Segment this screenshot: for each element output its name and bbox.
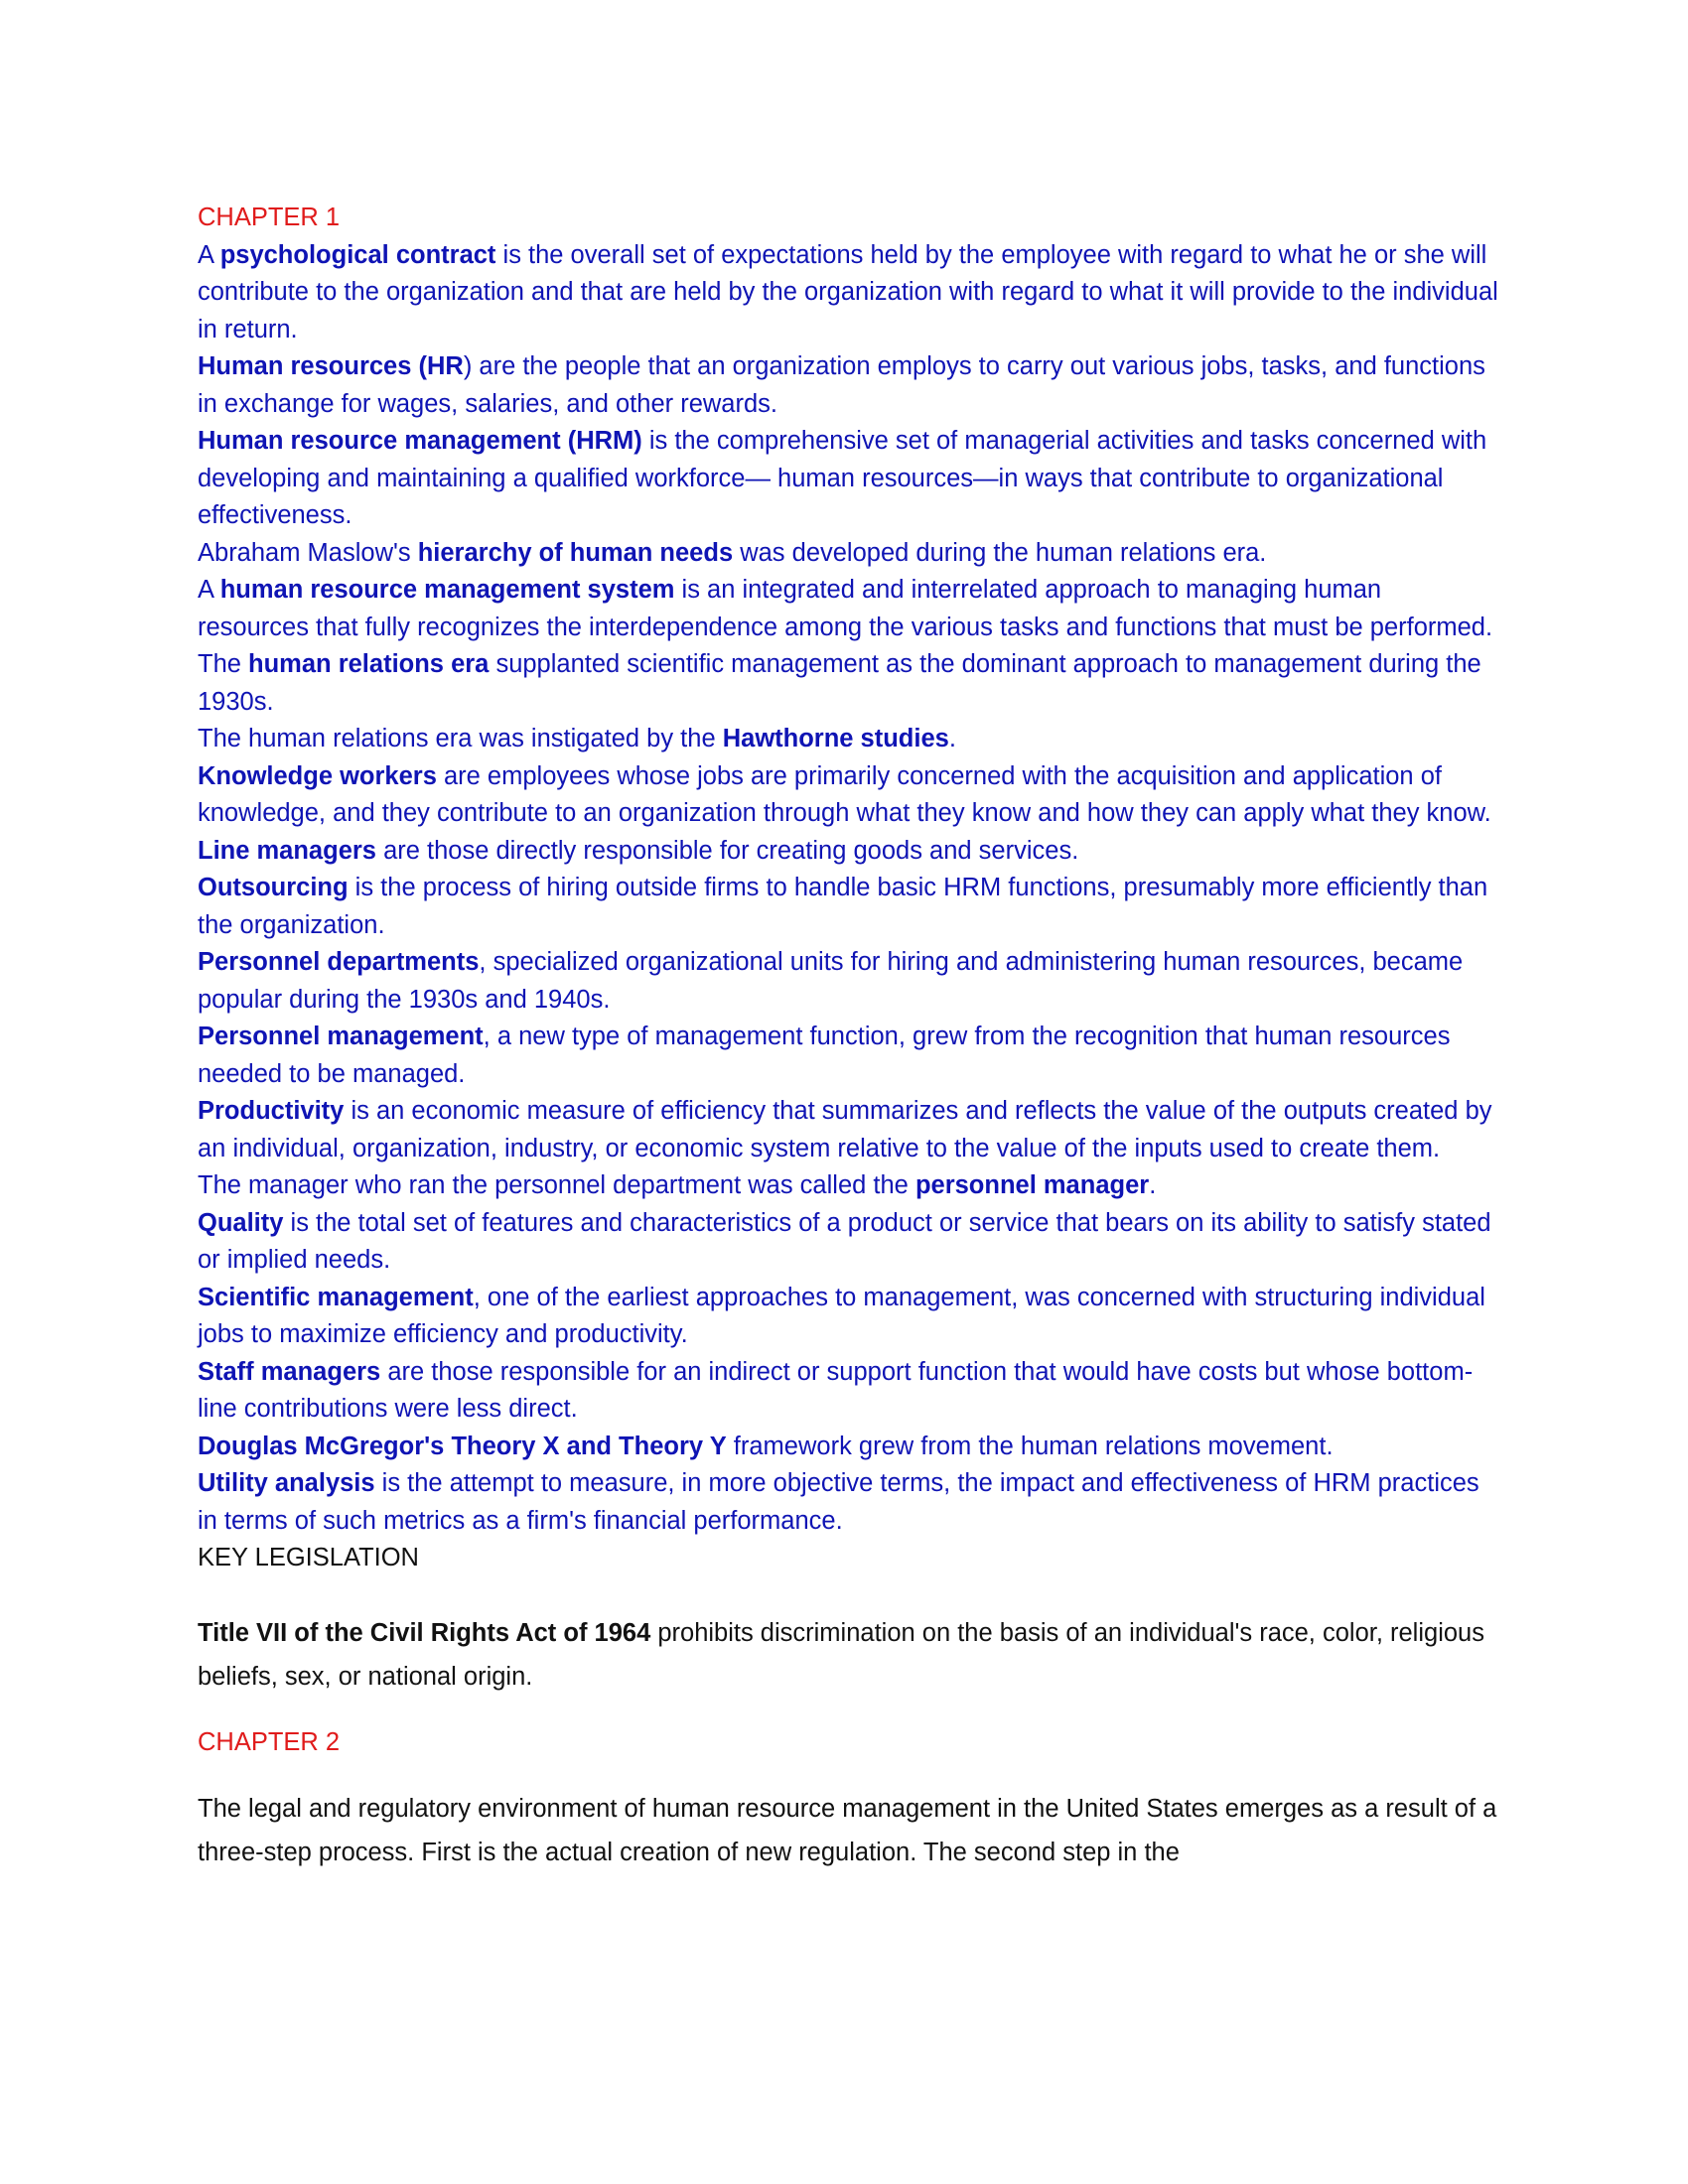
definition-entry: Productivity is an economic measure of efficiency that summarizes and reflects the value of the outputs created by an individual, organization, industry, or economic system relative to the value of the inputs used to create them. — [198, 1097, 1492, 1162]
definition-term: Productivity — [198, 1097, 345, 1125]
definition-entry: Knowledge workers are employees whose jobs are primarily concerned with the acquisition and application of knowledge, and they contribute to an organization through what they know and how they can apply what they know. — [198, 761, 1491, 827]
definition-entry: A psychological contract is the overall set of expectations held by the employee with regard to what he or she will contribute to the organization and that are held by the organization with regard to what it will provide to the individual in return. — [198, 240, 1498, 343]
definition-term: Personnel departments — [198, 948, 480, 976]
definition-term: psychological contract — [219, 240, 496, 269]
definition-term: human resource management system — [219, 576, 675, 604]
definition-entry: Personnel departments, specialized organizational units for hiring and administering human resources, became popular during the 1930s and 1940s. — [198, 948, 1464, 1014]
definition-entry: Staff managers are those responsible for an indirect or support function that would have costs but whose bottom-line contributions were less direct. — [198, 1357, 1474, 1423]
definition-entry: Personnel management, a new type of management function, grew from the recognition that human resources needed to be managed. — [198, 1023, 1451, 1088]
definition-entry: Quality is the total set of features and characteristics of a product or service that bears on its ability to satisfy stated or implied needs. — [198, 1208, 1491, 1274]
definition-entry: Human resources (HR) are the people that an organization employs to carry out various jobs, tasks, and functions in exchange for wages, salaries, and other rewards. — [198, 352, 1485, 418]
definition-term: Hawthorne studies — [722, 725, 949, 752]
definition-term: Knowledge workers — [198, 761, 437, 790]
definition-entry: Human resource management (HRM) is the comprehensive set of managerial activities and tasks concerned with developing and maintaining a qualified workforce— human resources—in ways that contribute to organizational effectiveness. — [198, 427, 1487, 529]
legislation-term: Title VII of the Civil Rights Act of 1964 — [198, 1618, 651, 1647]
definition-term: Line managers — [198, 836, 376, 865]
definition-entry: Utility analysis is the attempt to measure, in more objective terms, the impact and effectiveness of HRM practices in terms of such metrics as a firm's financial performance. — [198, 1469, 1479, 1535]
definition-term: Staff managers — [198, 1357, 381, 1386]
definition-term: Douglas McGregor's Theory X and Theory Y — [198, 1432, 727, 1460]
definition-term: Scientific management — [198, 1283, 474, 1311]
definition-term: hierarchy of human needs — [417, 538, 734, 567]
definition-term: Quality — [198, 1208, 284, 1237]
definition-term: human relations era — [248, 650, 490, 678]
chapter-2-heading: CHAPTER 2 — [198, 1727, 341, 1756]
chapter-1-definitions — [198, 237, 1498, 1541]
definition-entry: The human relations era supplanted scientific management as the dominant approach to management during the 1930s. — [198, 650, 1481, 716]
definition-term: Human resources (HR — [198, 352, 464, 380]
definition-entry: Douglas McGregor's Theory X and Theory Y framework grew from the human relations movement. — [198, 1432, 1334, 1460]
definition-term: Outsourcing — [198, 874, 349, 901]
chapter-1-heading: CHAPTER 1 — [198, 204, 341, 231]
definition-term: personnel manager — [914, 1171, 1150, 1199]
definition-entry: Outsourcing is the process of hiring outside firms to handle basic HRM functions, presumably more efficiently than the organization. — [198, 874, 1488, 939]
document-page — [198, 200, 1498, 1874]
definition-entry: Abraham Maslow's hierarchy of human needs was developed during the human relations era. — [198, 538, 1267, 567]
definition-entry: The human relations era was instigated by the Hawthorne studies. — [198, 725, 956, 752]
definition-entry: Line managers are those directly responsible for creating goods and services. — [198, 836, 1079, 865]
legislation-entry: Title VII of the Civil Rights Act of 1964 prohibits discrimination on the basis of an individual's race, color, religious beliefs, sex, or national origin. — [198, 1618, 1484, 1691]
chapter-2-intro-paragraph: The legal and regulatory environment of human resource management in the United States emerges as a result of a three-step process. First is the actual creation of new regulation. The second step in the — [198, 1795, 1497, 1866]
definition-entry: A human resource management system is an integrated and interrelated approach to managing human resources that fully recognizes the interdependence among the various tasks and functions that must be performed. — [198, 576, 1493, 641]
definition-entry: The manager who ran the personnel department was called the personnel manager. — [198, 1171, 1157, 1199]
definition-term: Utility analysis — [198, 1469, 375, 1497]
definition-term: Personnel management — [198, 1023, 484, 1050]
definition-term: Human resource management (HRM) — [198, 427, 642, 455]
key-legislation-heading: KEY LEGISLATION — [198, 1544, 419, 1571]
definition-entry: Scientific management, one of the earliest approaches to management, was concerned with structuring individual jobs to maximize efficiency and productivity. — [198, 1283, 1485, 1348]
